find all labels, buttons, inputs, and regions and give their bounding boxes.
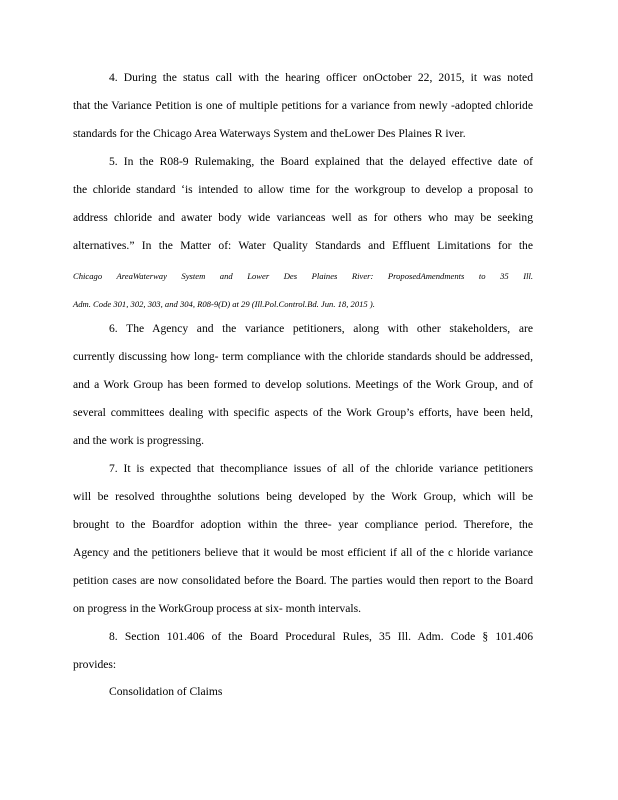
paragraph-4-line-3: standards for the Chicago Area Waterways System and theLower Des Plaines R iver. [73,127,466,140]
paragraph-5-line-3: address chloride and awater body wide varianceas well as for others who may be seeking [73,211,533,224]
paragraph-5-line-4: alternatives.” In the Matter of: Water Quality Standards and Effluent Limitations for the [73,239,533,252]
paragraph-6-line-5: and the work is progressing. [73,434,205,447]
paragraph-5-citation-line-2: Adm. Code 301, 302, 303, and 304, R08-9(D) at 29 (Ill.Pol.Control.Bd. Jun. 18, 2015 ). [73,299,375,309]
paragraph-6-line-1: 6. The Agency and the variance petitioners, along with other stakeholders, are [109,322,533,335]
paragraph-4-line-1: 4. During the status call with the hearing officer onOctober 22, 2015, it was noted [109,71,533,84]
paragraph-7-line-1: 7. It is expected that thecompliance issues of all of the chloride variance petitioners [109,462,533,475]
paragraph-7-line-6: on progress in the WorkGroup process at six- month intervals. [73,602,362,615]
paragraph-4-line-2: that the Variance Petition is one of multiple petitions for a variance from newly -adopted chloride [73,99,533,112]
paragraph-5-line-2: the chloride standard ‘is intended to allow time for the workgroup to develop a proposal to [73,183,533,196]
paragraph-8-line-1: 8. Section 101.406 of the Board Procedural Rules, 35 Ill. Adm. Code § 101.406 [109,630,533,643]
paragraph-5-line-1: 5. In the R08-9 Rulemaking, the Board explained that the delayed effective date of [109,155,533,168]
paragraph-7-line-2: will be resolved throughthe solutions being developed by the Work Group, which will be [73,490,533,503]
paragraph-5-citation-line-1: Chicago AreaWaterway System and Lower Des Plaines River: ProposedAmendments to 35 Ill. [73,271,533,281]
paragraph-8-line-2: provides: [73,658,117,671]
paragraph-6-line-4: several committees dealing with specific aspects of the Work Group’s efforts, have been held, [73,406,533,419]
paragraph-7-line-5: petition cases are now consolidated before the Board. The parties would then report to the Board [73,574,533,587]
paragraph-7-line-4: Agency and the petitioners believe that it would be most efficient if all of the c hloride variance [73,546,533,559]
paragraph-7-line-3: brought to the Boardfor adoption within the three- year compliance period. Therefore, the [73,518,533,531]
subheading-consolidation-of-claims: Consolidation of Claims [109,685,223,698]
paragraph-6-line-2: currently discussing how long- term compliance with the chloride standards should be addressed, [73,350,533,363]
paragraph-6-line-3: and a Work Group has been formed to develop solutions. Meetings of the Work Group, and of [73,378,533,391]
